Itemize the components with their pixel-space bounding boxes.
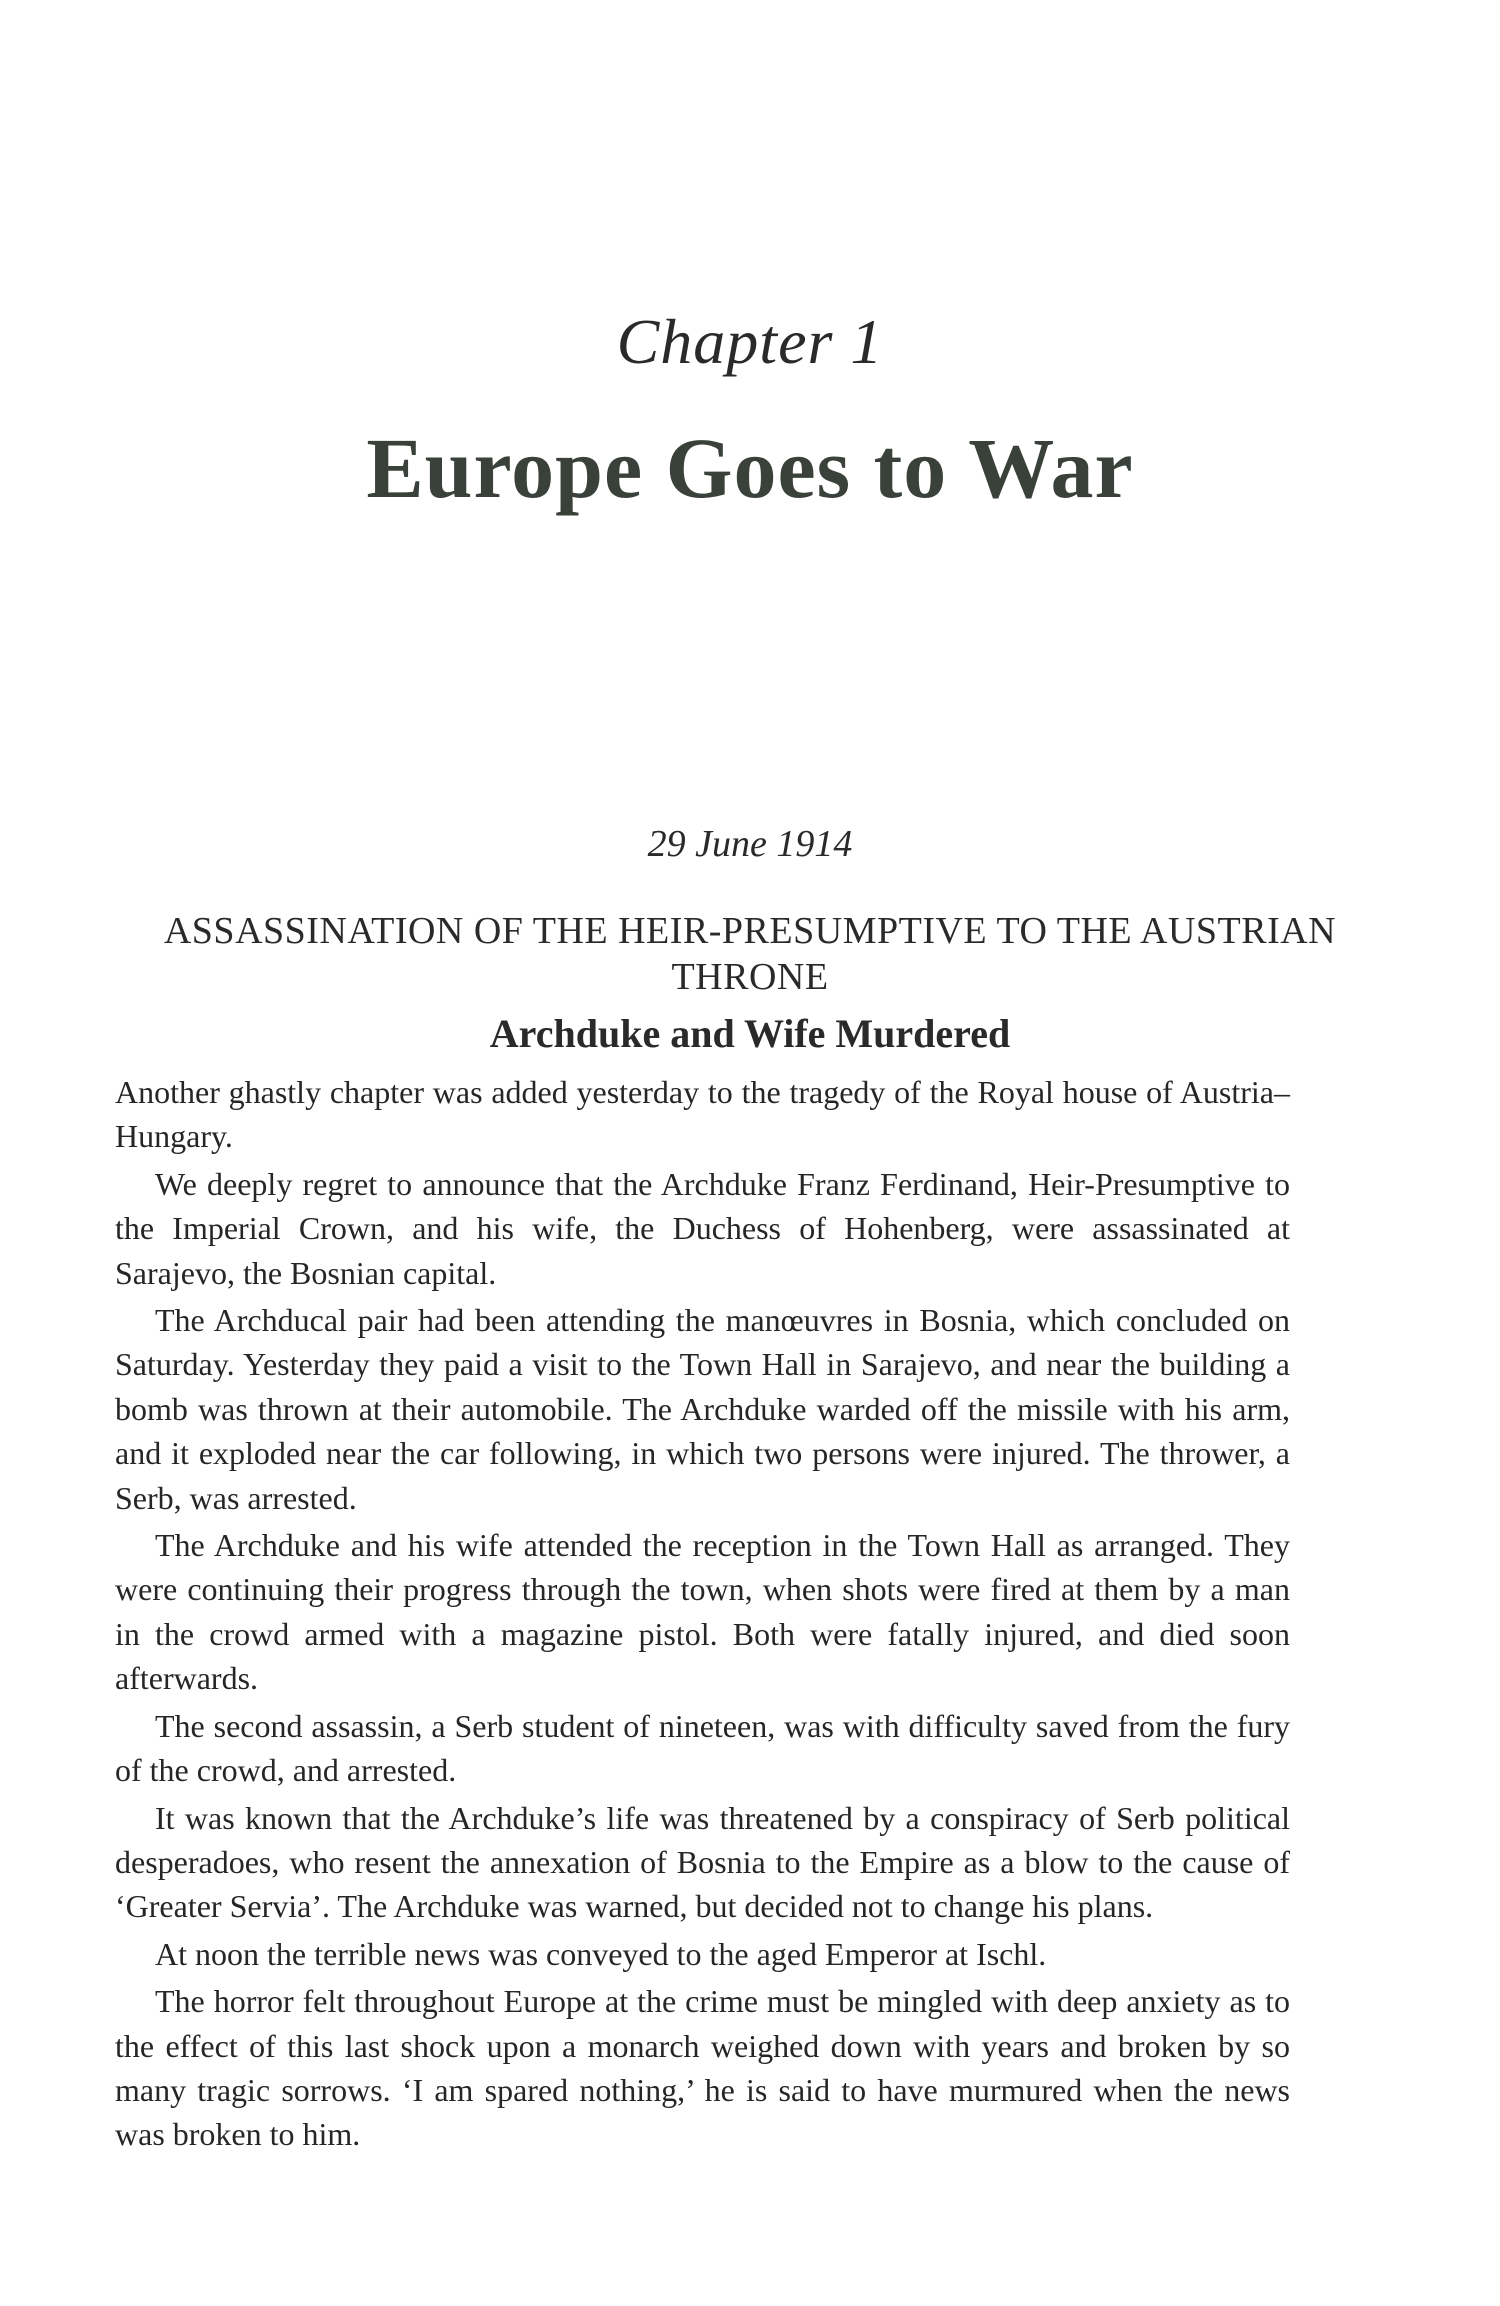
article-body bbox=[115, 1070, 1290, 2160]
article-date: 29 June 1914 bbox=[647, 823, 853, 865]
paragraph: The Archducal pair had been attending the manœuvres in Bosnia, which concluded on Saturday. Yesterday they paid a visit to the Town Hall in Sarajevo, and near the building a bomb was thrown at their automobile. The Archduke warded off the missile with his arm, and it exploded near the car following, in which two persons were injured. The thrower, a Serb, was arrested. bbox=[115, 1302, 1290, 1516]
paragraph: The horror felt throughout Europe at the crime must be mingled with deep anxiety as to the effect of this last shock upon a monarch weighed down with years and broken by so many tragic sorrows. ‘I am spared nothing,’ he is said to have murmured when the news was broken to him. bbox=[115, 1983, 1290, 2153]
paragraph: The Archduke and his wife attended the reception in the Town Hall as arranged. They were continuing their progress through the town, when shots were fired at them by a man in the crowd armed with a magazine pistol. Both were fatally injured, and died soon afterwards. bbox=[115, 1527, 1290, 1697]
paragraph: At noon the terrible news was conveyed to the aged Emperor at Ischl. bbox=[155, 1935, 1047, 1972]
article-headline: ASSASSINATION OF THE HEIR-PRESUMPTIVE TO THE AUSTRIAN THRONE bbox=[163, 910, 1337, 998]
paragraph: We deeply regret to announce that the Archduke Franz Ferdinand, Heir-Presumptive to the Imperial Crown, and his wife, the Duchess of Hohenberg, were assassinated at Sarajevo, the Bosnian capital. bbox=[115, 1165, 1290, 1291]
chapter-label: Chapter 1 bbox=[616, 306, 884, 377]
paragraph: It was known that the Archduke’s life was threatened by a conspiracy of Serb political desperadoes, who resent the annexation of Bosnia to the Empire as a blow to the cause of ‘Greater Servia’. The Archduke was warned, but decided not to change his plans. bbox=[115, 1799, 1290, 1925]
article-subheadline: Archduke and Wife Murdered bbox=[489, 1011, 1011, 1056]
paragraph: Another ghastly chapter was added yesterday to the tragedy of the Royal house of Austria–Hungary. bbox=[115, 1074, 1290, 1155]
chapter-title: Europe Goes to War bbox=[366, 420, 1134, 516]
paragraph: The second assassin, a Serb student of nineteen, was with difficulty saved from the fury of the crowd, and arrested. bbox=[115, 1707, 1290, 1789]
